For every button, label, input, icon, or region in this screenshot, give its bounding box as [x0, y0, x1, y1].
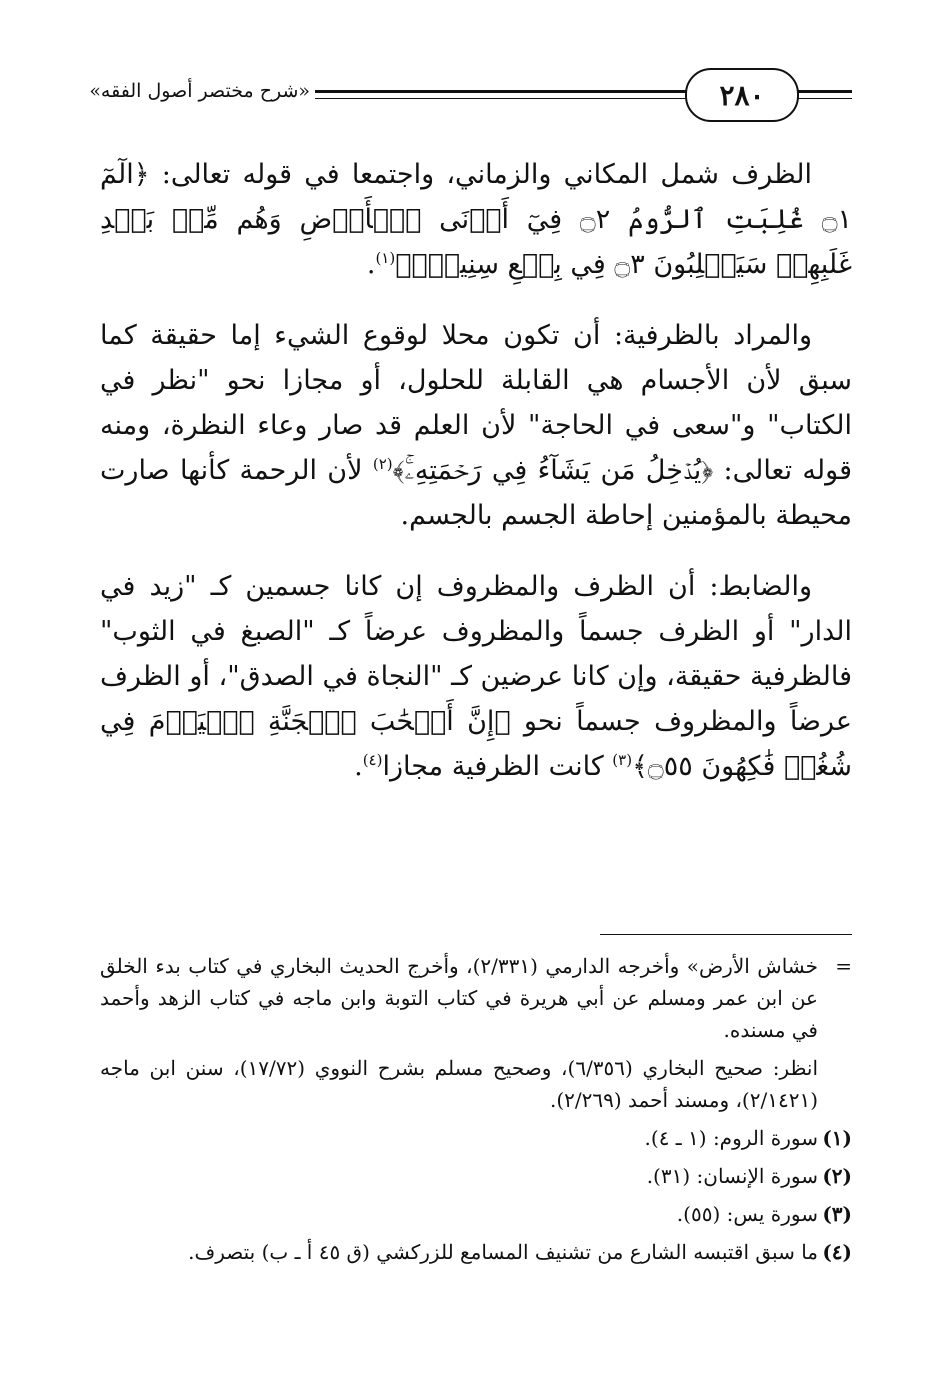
footnote-separator — [600, 934, 852, 935]
footnote-text: ما سبق اقتبسه الشارع من تشنيف المسامع للزركشي (ق ٤٥ أ ـ ب) بتصرف. — [188, 1240, 818, 1264]
footnote-item — [100, 1236, 852, 1268]
footnote-ref: (٣) — [612, 751, 633, 769]
footnote-item — [100, 1160, 852, 1192]
paragraph-text: كانت الظرفية مجازا — [382, 751, 604, 782]
page-header — [89, 68, 852, 122]
paragraph-end: . — [366, 249, 376, 280]
footnote-number: (٢) — [822, 1164, 852, 1188]
footnote-number: (٣) — [822, 1202, 852, 1226]
footnote-continuation — [100, 950, 852, 1116]
footnote-item — [100, 1122, 852, 1154]
footnote-number: (٤) — [822, 1240, 852, 1264]
main-text — [100, 152, 852, 789]
footnote-text: انظر: صحيح البخاري (٦/٣٥٦)، وصحيح مسلم بشرح النووي (١٧/٧٢)، سنن ابن ماجه (٢/١٤٢١)، ومسند أحمد (٢/٢٦٩). — [100, 1056, 818, 1112]
footnote-item — [100, 1198, 852, 1230]
footnote-text: سورة يس: (٥٥). — [676, 1202, 818, 1226]
paragraph — [100, 152, 852, 287]
footnote-text: سورة الإنسان: (٣١). — [646, 1164, 818, 1188]
paragraph — [100, 564, 852, 789]
page-number: ٢٨٠ — [685, 68, 799, 122]
paragraph-text: والضابط: أن الظرف والمظروف إن كانا جسمين كـ "زيد في الدار" أو الظرف جسماً والمظروف عرضاً كـ "الصبغ في الثوب" فالظرفية حقيقة، وإن كانا عرضين كـ "النجاة في الصدق"، أو الظرف عرضاً والمظروف جسماً نحو ﴿إِنَّ أَصۡحَٰبَ ٱلۡجَنَّةِ ٱلۡيَوۡمَ فِي شُغُلٖ فَٰكِهُونَ ۝٥٥﴾ — [100, 571, 852, 782]
paragraph-text: والمراد بالظرفية: أن تكون محلا لوقوع الشيء إما حقيقة كما سبق لأن الأجسام هي القابلة للحلول، أو مجازا نحو "نظر في الكتاب" و"سعى في الحاجة" لأن العلم قد صار وعاء النظرة، ومنه قوله تعالى: ﴿يُدۡخِلُ مَن يَشَآءُ فِي رَحۡمَتِهِۦۚ﴾ — [100, 320, 852, 486]
footnote-text: سورة الروم: (١ ـ ٤). — [644, 1126, 818, 1150]
paragraph-text: لأن الرحمة كأنها صارت محيطة بالمؤمنين إحاطة الجسم بالجسم. — [100, 455, 852, 531]
paragraph-end: . — [354, 751, 363, 782]
book-title: «شرح مختصر أصول الفقه» — [89, 80, 310, 102]
continuation-mark: = — [835, 954, 852, 978]
footnote-ref: (١) — [375, 249, 396, 267]
paragraph — [100, 313, 852, 538]
footnote-ref: (٤) — [362, 751, 383, 769]
footnote-number: (١) — [822, 1126, 852, 1150]
footnotes — [100, 950, 852, 1268]
footnote-ref: (٢) — [372, 455, 393, 473]
footnote-text: خشاش الأرض» وأخرجه الدارمي (٢/٣٣١)، وأخرج الحديث البخاري في كتاب بدء الخلق عن ابن عمر ومسلم عن أبي هريرة في كتاب التوبة وابن ماجه في كتاب الزهد وأحمد في مسنده. — [100, 954, 818, 1042]
paragraph-text: الظرف شمل المكاني والزماني، واجتمعا في قوله تعالى: ﴿الٓمٓ ۝١ غُلِبَتِ ٱلرُّومُ ۝٢ فِيٓ أَدۡنَى ٱلۡأَرۡضِ وَهُم مِّنۢ بَعۡدِ غَلَبِهِمۡ سَيَغۡلِبُونَ ۝٣ فِي بِضۡعِ سِنِينَۗ﴾ — [100, 159, 853, 280]
